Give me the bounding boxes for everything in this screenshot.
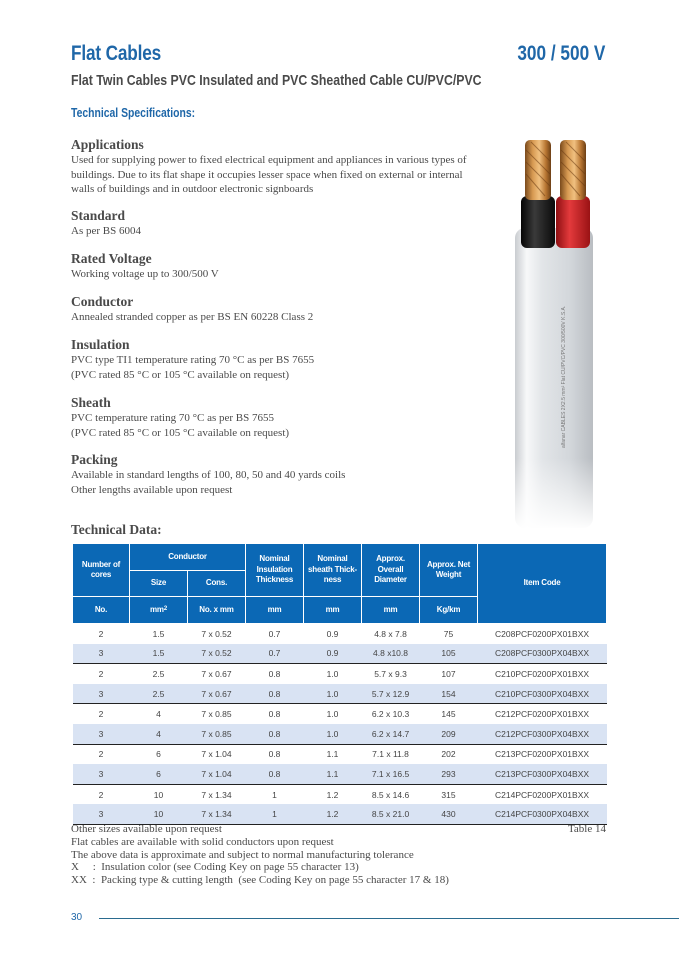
page-number: 30: [71, 912, 83, 923]
spec-line: walls of buildings and in outdoor electronic signboards: [71, 183, 314, 196]
unit-size-superscript: 2: [163, 605, 167, 612]
table-number: Table 14: [567, 823, 606, 835]
table-row: [73, 704, 607, 724]
spec-line: Working voltage up to 300/500 V: [71, 268, 219, 280]
cell-sheath: 1.1: [326, 749, 339, 760]
cell-insulation: 0.8: [268, 709, 281, 720]
cell-size: 6: [156, 749, 161, 760]
note-line: The above data is approximate and subject to normal manufacturing tolerance: [71, 848, 414, 861]
spec-line: Other lengths available upon request: [71, 483, 233, 496]
header-insulation: Nominal Insulation Thickness: [246, 544, 304, 597]
cell-size: 6: [130, 764, 188, 784]
voltage-rating: 300 / 500 V: [516, 42, 605, 65]
cell-diameter: 7.1 x 16.5: [362, 764, 420, 784]
cell-cores: 2: [98, 709, 104, 720]
cell-weight: 145: [441, 709, 456, 720]
header-cons: Cons.: [188, 571, 246, 597]
cell-item-code: C212PCF0300PX04BXX: [478, 724, 607, 744]
cell-weight: 202: [441, 749, 456, 760]
cell-size: 1.5: [152, 628, 165, 639]
cell-insulation: 0.7: [268, 628, 281, 639]
cell-cons: 7 x 0.85: [201, 709, 232, 720]
cable-reflection-fade: [513, 458, 597, 528]
note-line: Flat cables are available with solid conductors upon request: [71, 835, 334, 848]
cell-item-code: C208PCF0300PX04BXX: [478, 644, 607, 664]
cell-item-code: C210PCF0300PX04BXX: [478, 684, 607, 704]
cell-item-code: C213PCF0200PX01BXX: [495, 749, 590, 760]
technical-data-table: [72, 543, 607, 825]
page-title: Flat Cables: [71, 42, 162, 65]
spec-line: Used for supplying power to fixed electrical equipment and appliances in various types of: [71, 154, 467, 166]
cell-cons: 7 x 1.04: [201, 749, 232, 760]
cell-sheath: 1.0: [326, 668, 339, 679]
cell-insulation: 0.7: [246, 644, 304, 664]
spec-line: Annealed stranded copper as per BS EN 60228 Class 2: [71, 311, 314, 323]
table-row: [73, 664, 607, 684]
cell-cons: 7 x 1.34: [201, 789, 232, 800]
cell-insulation: 0.8: [246, 684, 304, 704]
cell-cons: 7 x 0.67: [201, 668, 232, 679]
cell-sheath: 0.9: [326, 628, 339, 639]
cell-weight: 105: [420, 644, 478, 664]
cell-cores: 3: [73, 724, 130, 744]
cell-cores: 2: [98, 749, 104, 760]
cell-sheath: 1.2: [304, 804, 362, 824]
cell-weight: 209: [420, 724, 478, 744]
cell-insulation: 0.8: [246, 724, 304, 744]
table-row: [73, 684, 607, 704]
spec-heading: Insulation: [71, 337, 130, 352]
header-conductor: Conductor: [130, 544, 246, 571]
cell-diameter: 6.2 x 14.7: [362, 724, 420, 744]
spec-heading: Rated Voltage: [71, 251, 152, 266]
cell-insulation: 1: [272, 789, 277, 800]
cell-item-code: C210PCF0200PX01BXX: [495, 668, 590, 679]
spec-rated-voltage: [71, 251, 501, 282]
cell-weight: 107: [441, 668, 456, 679]
spec-conductor: [71, 294, 501, 325]
cell-cons: 7 x 0.52: [188, 644, 246, 664]
spec-line: (PVC rated 85 °C or 105 °C available on request): [71, 426, 290, 439]
spec-standard: [71, 208, 501, 239]
unit-cons: No. x mm: [188, 597, 246, 624]
unit-size: [130, 597, 188, 624]
cell-sheath: 0.9: [304, 644, 362, 664]
cell-diameter: 8.5 x 14.6: [371, 789, 410, 800]
table-row: [73, 804, 607, 824]
unit-cores: No.: [73, 597, 130, 624]
spec-heading: Applications: [71, 137, 144, 152]
spec-heading: Standard: [71, 208, 126, 223]
spec-heading: Sheath: [71, 395, 111, 410]
cell-insulation: 0.8: [268, 749, 281, 760]
cell-cores: 2: [98, 628, 104, 639]
cable-image: [505, 128, 605, 528]
cell-sheath: 1.2: [326, 789, 339, 800]
unit-weight: Kg/km: [420, 597, 478, 624]
cell-item-code: C213PCF0300PX04BXX: [478, 764, 607, 784]
unit-insulation: mm: [246, 597, 304, 624]
cell-item-code: C208PCF0200PX01BXX: [495, 628, 590, 639]
footer-divider: [99, 918, 679, 919]
note-line: XX : Packing type & cutting length (see Coding Key on page 55 character 17 & 18): [71, 874, 449, 887]
header-size: Size: [130, 571, 188, 597]
spec-sheath: [71, 395, 501, 440]
cell-cons: 7 x 0.52: [201, 628, 232, 639]
spec-packing: [71, 452, 501, 497]
cell-cons: 7 x 0.67: [188, 684, 246, 704]
cable-core-red: [556, 196, 590, 248]
spec-line: (PVC rated 85 °C or 105 °C available on request): [71, 368, 290, 381]
cell-cores: 3: [73, 684, 130, 704]
cell-cores: 2: [98, 789, 104, 800]
header-weight: Approx. Net Weight: [420, 544, 478, 597]
unit-size-text: mm: [150, 604, 164, 614]
cell-size: 4: [130, 724, 188, 744]
cell-diameter: 5.7 x 9.3: [374, 668, 407, 679]
cell-sheath: 1.0: [304, 724, 362, 744]
spec-line: Available in standard lengths of 100, 80, 50 and 40 yards coils: [71, 469, 346, 481]
cell-sheath: 1.0: [304, 684, 362, 704]
spec-line: As per BS 6004: [71, 225, 141, 237]
cell-size: 4: [156, 709, 161, 720]
spec-heading: Packing: [71, 452, 118, 467]
table-body: [73, 624, 607, 825]
cell-weight: 154: [420, 684, 478, 704]
cell-weight: 293: [420, 764, 478, 784]
unit-diameter: mm: [362, 597, 420, 624]
cell-diameter: 7.1 x 11.8: [372, 749, 409, 760]
cell-diameter: 5.7 x 12.9: [362, 684, 420, 704]
cell-diameter: 4.8 x10.8: [362, 644, 420, 664]
spec-insulation: [71, 337, 501, 382]
cell-cons: 7 x 1.34: [188, 804, 246, 824]
header-cores: Number of cores: [73, 544, 130, 597]
table-notes: [71, 823, 449, 887]
cell-cores: 3: [73, 644, 130, 664]
cell-sheath: 1.1: [304, 764, 362, 784]
table-row: [73, 744, 607, 764]
cell-size: 10: [153, 789, 164, 800]
cell-cores: 2: [98, 668, 104, 679]
note-line: X : Insulation color (see Coding Key on page 55 character 13): [71, 861, 359, 874]
cell-weight: 75: [443, 628, 454, 639]
table-row: [73, 724, 607, 744]
spec-line: buildings. Due to its flat shape it occupies lesser space when fixed on external or internal: [71, 168, 463, 181]
spec-line: PVC temperature rating 70 °C as per BS 7655: [71, 412, 274, 424]
spec-line: PVC type TI1 temperature rating 70 °C as per BS 7655: [71, 354, 315, 366]
tech-spec-heading: Technical Specifications:: [71, 105, 196, 120]
cell-size: 2.5: [152, 668, 165, 679]
cable-print-text: alfanar CABLES 2X2.5 mm² Flat CU/PVC/PVC 300/500V K.S.A.: [561, 305, 567, 448]
cell-sheath: 1.0: [326, 709, 339, 720]
cell-diameter: 8.5 x 21.0: [362, 804, 420, 824]
cell-diameter: 6.2 x 10.3: [371, 709, 410, 720]
cell-weight: 315: [441, 789, 456, 800]
spec-applications: [71, 137, 501, 197]
cell-weight: 430: [420, 804, 478, 824]
table-row: [73, 644, 607, 664]
page-subtitle: Flat Twin Cables PVC Insulated and PVC Sheathed Cable CU/PVC/PVC: [71, 72, 482, 89]
spec-heading: Conductor: [71, 294, 134, 309]
cell-cores: 3: [73, 764, 130, 784]
table-row: [73, 764, 607, 784]
unit-sheath: mm: [304, 597, 362, 624]
table-row: [73, 624, 607, 644]
cell-item-code: C214PCF0200PX01BXX: [495, 789, 590, 800]
cell-size: 1.5: [130, 644, 188, 664]
note-line: Other sizes available upon request: [71, 823, 222, 835]
cell-size: 10: [130, 804, 188, 824]
cable-core-black: [521, 196, 555, 248]
technical-data-heading: Technical Data:: [71, 522, 162, 537]
table-row: [73, 784, 607, 804]
cell-cores: 3: [73, 804, 130, 824]
header-diameter: Approx. Overall Diameter: [362, 544, 420, 597]
cell-insulation: 1: [246, 804, 304, 824]
cell-diameter: 4.8 x 7.8: [374, 628, 407, 639]
cell-insulation: 0.8: [268, 668, 281, 679]
cell-cons: 7 x 0.85: [188, 724, 246, 744]
cell-size: 2.5: [130, 684, 188, 704]
cell-insulation: 0.8: [246, 764, 304, 784]
cell-cons: 7 x 1.04: [188, 764, 246, 784]
header-sheath: Nominal sheath Thick-ness: [304, 544, 362, 597]
cell-item-code: C212PCF0200PX01BXX: [495, 709, 590, 720]
cell-item-code: C214PCF0300PX04BXX: [478, 804, 607, 824]
header-item-code: Item Code: [478, 544, 607, 624]
